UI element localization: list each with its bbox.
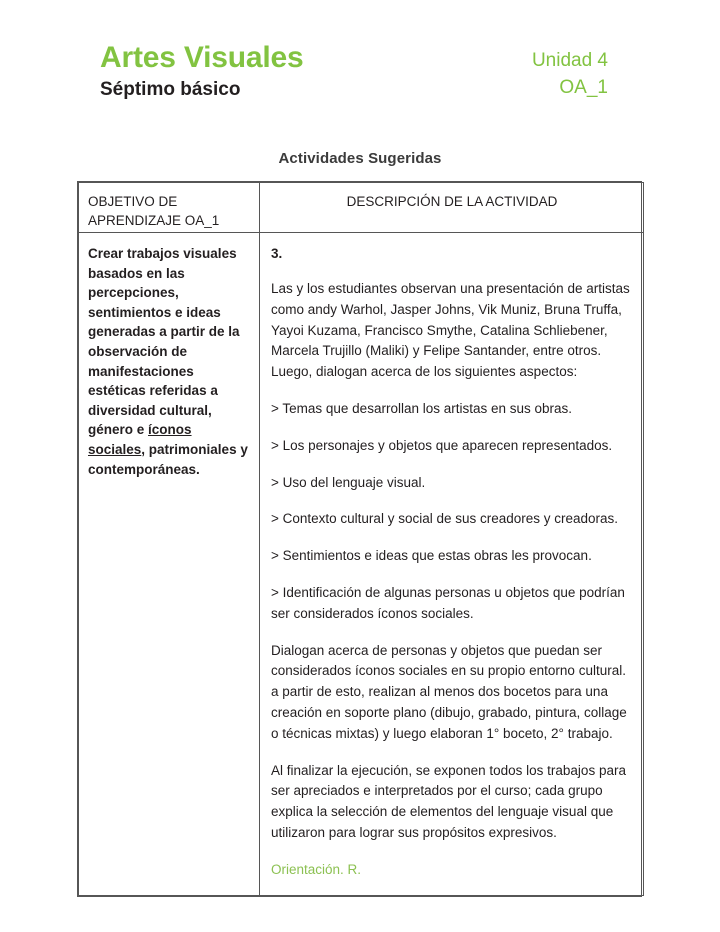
objective-cell (79, 233, 260, 896)
unit-label: Unidad 4 (531, 50, 608, 71)
activity-orientation-note: Orientación. R. (271, 861, 362, 877)
column-header-description-label: DESCRIPCIÓN DE LA ACTIVIDAD (346, 194, 558, 209)
document-header (100, 40, 630, 118)
objective-text-part1: Crear trabajos visuales basados en las percepciones, sentimientos e ideas generadas a partir de la observación de manifestaciones estéticas referidas a diversidad cultural, género e (88, 246, 240, 438)
section-title: Actividades Sugeridas (278, 150, 442, 167)
subject-title: Artes Visuales (100, 41, 304, 74)
activities-table (77, 181, 642, 897)
activity-number: 3. (271, 246, 283, 261)
grade-title: Séptimo básico (100, 79, 241, 100)
table-header-cell-objective (79, 183, 260, 233)
table-row (79, 233, 644, 896)
activity-bullet-1: > Temas que desarrollan los artistas en sus obras. (271, 400, 573, 416)
header-right-block (532, 48, 608, 100)
oa-code-label: OA_1 (559, 77, 608, 98)
header-left-block (100, 40, 303, 102)
column-header-objective-label: OBJETIVO DE APRENDIZAJE OA_1 (88, 194, 220, 228)
objective-text-underlined: íconos sociales (88, 422, 192, 457)
table-header-cell-description (260, 183, 644, 233)
activity-bullet-2: > Los personajes y objetos que aparecen representados. (271, 437, 613, 453)
objective-text-part2: , patrimoniales y contemporáneas. (88, 441, 248, 477)
activity-paragraph-3: Al finalizar la ejecución, se exponen todos los trabajos para ser apreciados e interpretados por el curso; cada grupo explica la selección de elementos del lenguaje visual que utilizaron para lograr sus propósitos expresivos. (271, 762, 626, 840)
activity-paragraph-2: Dialogan acerca de personas y objetos que puedan ser considerados íconos sociales en su propio entorno cultural. a partir de esto, realizan al menos dos bocetos para una creación en soporte plano (dibujo, grabado, pintura, collage o técnicas mixtas) y luego elaboran 1° boceto, 2° trabajo. (271, 642, 627, 741)
activity-bullet-6: > Identificación de algunas personas u objetos que podrían ser considerados íconos sociales. (271, 584, 625, 621)
objective-text (88, 244, 250, 479)
activity-intro-paragraph: Las y los estudiantes observan una presentación de artistas como andy Warhol, Jasper Johns, Vik Muniz, Bruna Truffa, Yayoi Kuzama, Francisco Smythe, Catalina Schliebener, Marcela Trujillo (Maliki) y Felipe Santander, entre otros. Luego, dialogan acerca de los siguientes aspectos: (271, 281, 630, 380)
activity-bullet-3: > Uso del lenguaje visual. (271, 474, 426, 490)
table-header-row (79, 183, 644, 233)
description-cell (260, 233, 644, 896)
activity-bullet-4: > Contexto cultural y social de sus creadores y creadoras. (271, 511, 619, 527)
activity-bullet-5: > Sentimientos e ideas que estas obras les provocan. (271, 548, 592, 564)
